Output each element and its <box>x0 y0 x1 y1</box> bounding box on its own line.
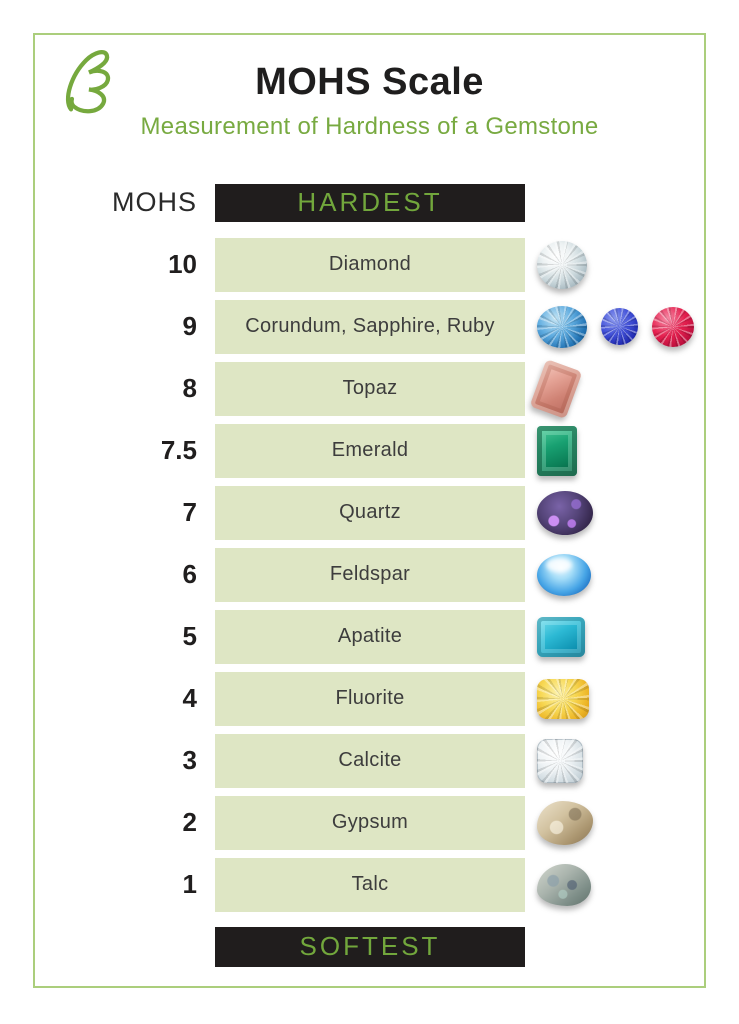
table-row <box>35 300 704 354</box>
mohs-value: 7.5 <box>160 435 197 466</box>
blue-sapphire-gem-icon <box>601 308 638 345</box>
emerald-gem-icon <box>537 426 577 476</box>
gemstone-name: Gypsum <box>215 796 525 850</box>
mohs-value: 9 <box>182 311 197 342</box>
blue-feldspar-gem-icon <box>537 554 591 596</box>
table-row <box>35 796 704 850</box>
ruby-gem-icon <box>652 307 694 347</box>
mohs-value: 1 <box>182 869 197 900</box>
table-row <box>35 672 704 726</box>
teal-apatite-gem-icon <box>537 617 585 657</box>
infographic-frame <box>33 33 706 988</box>
talc-rock-icon <box>537 864 591 906</box>
gemstone-name: Quartz <box>215 486 525 540</box>
table-row <box>35 486 704 540</box>
gemstone-name: Talc <box>215 858 525 912</box>
table-header-row <box>35 176 704 230</box>
gemstone-name: Topaz <box>215 362 525 416</box>
gemstone-name: Feldspar <box>215 548 525 602</box>
mohs-value: 7 <box>182 497 197 528</box>
table-footer-row <box>35 920 704 974</box>
mohs-value: 4 <box>182 683 197 714</box>
brand-logo-icon <box>59 47 117 120</box>
mohs-value: 8 <box>182 373 197 404</box>
mohs-value: 2 <box>182 807 197 838</box>
mohs-value: 6 <box>182 559 197 590</box>
page-title: MOHS Scale <box>255 61 484 103</box>
gemstone-name: Emerald <box>215 424 525 478</box>
mohs-value: 5 <box>182 621 197 652</box>
table-row <box>35 238 704 292</box>
mohs-scale-table <box>35 176 704 974</box>
clear-calcite-gem-icon <box>537 739 583 783</box>
pink-topaz-gem-icon <box>530 359 583 419</box>
table-row <box>35 362 704 416</box>
softest-banner: SOFTEST <box>215 927 525 967</box>
table-row <box>35 424 704 478</box>
purple-quartz-gem-icon <box>537 491 593 535</box>
table-row <box>35 858 704 912</box>
gemstone-name: Apatite <box>215 610 525 664</box>
diamond-gem-icon <box>537 241 587 289</box>
light-blue-sapphire-gem-icon <box>537 306 587 348</box>
gypsum-rock-icon <box>537 801 593 845</box>
table-row <box>35 548 704 602</box>
hardest-banner: HARDEST <box>215 184 525 222</box>
gemstone-name: Calcite <box>215 734 525 788</box>
table-row <box>35 734 704 788</box>
gemstone-name: Diamond <box>215 238 525 292</box>
gemstone-name: Corundum, Sapphire, Ruby <box>215 300 525 354</box>
gemstone-name: Fluorite <box>215 672 525 726</box>
page-subtitle: Measurement of Hardness of a Gemstone <box>140 112 599 140</box>
mohs-value: 10 <box>168 249 197 280</box>
yellow-fluorite-gem-icon <box>537 679 589 719</box>
table-row <box>35 610 704 664</box>
mohs-value: 3 <box>182 745 197 776</box>
mohs-column-header: MOHS <box>112 187 197 218</box>
